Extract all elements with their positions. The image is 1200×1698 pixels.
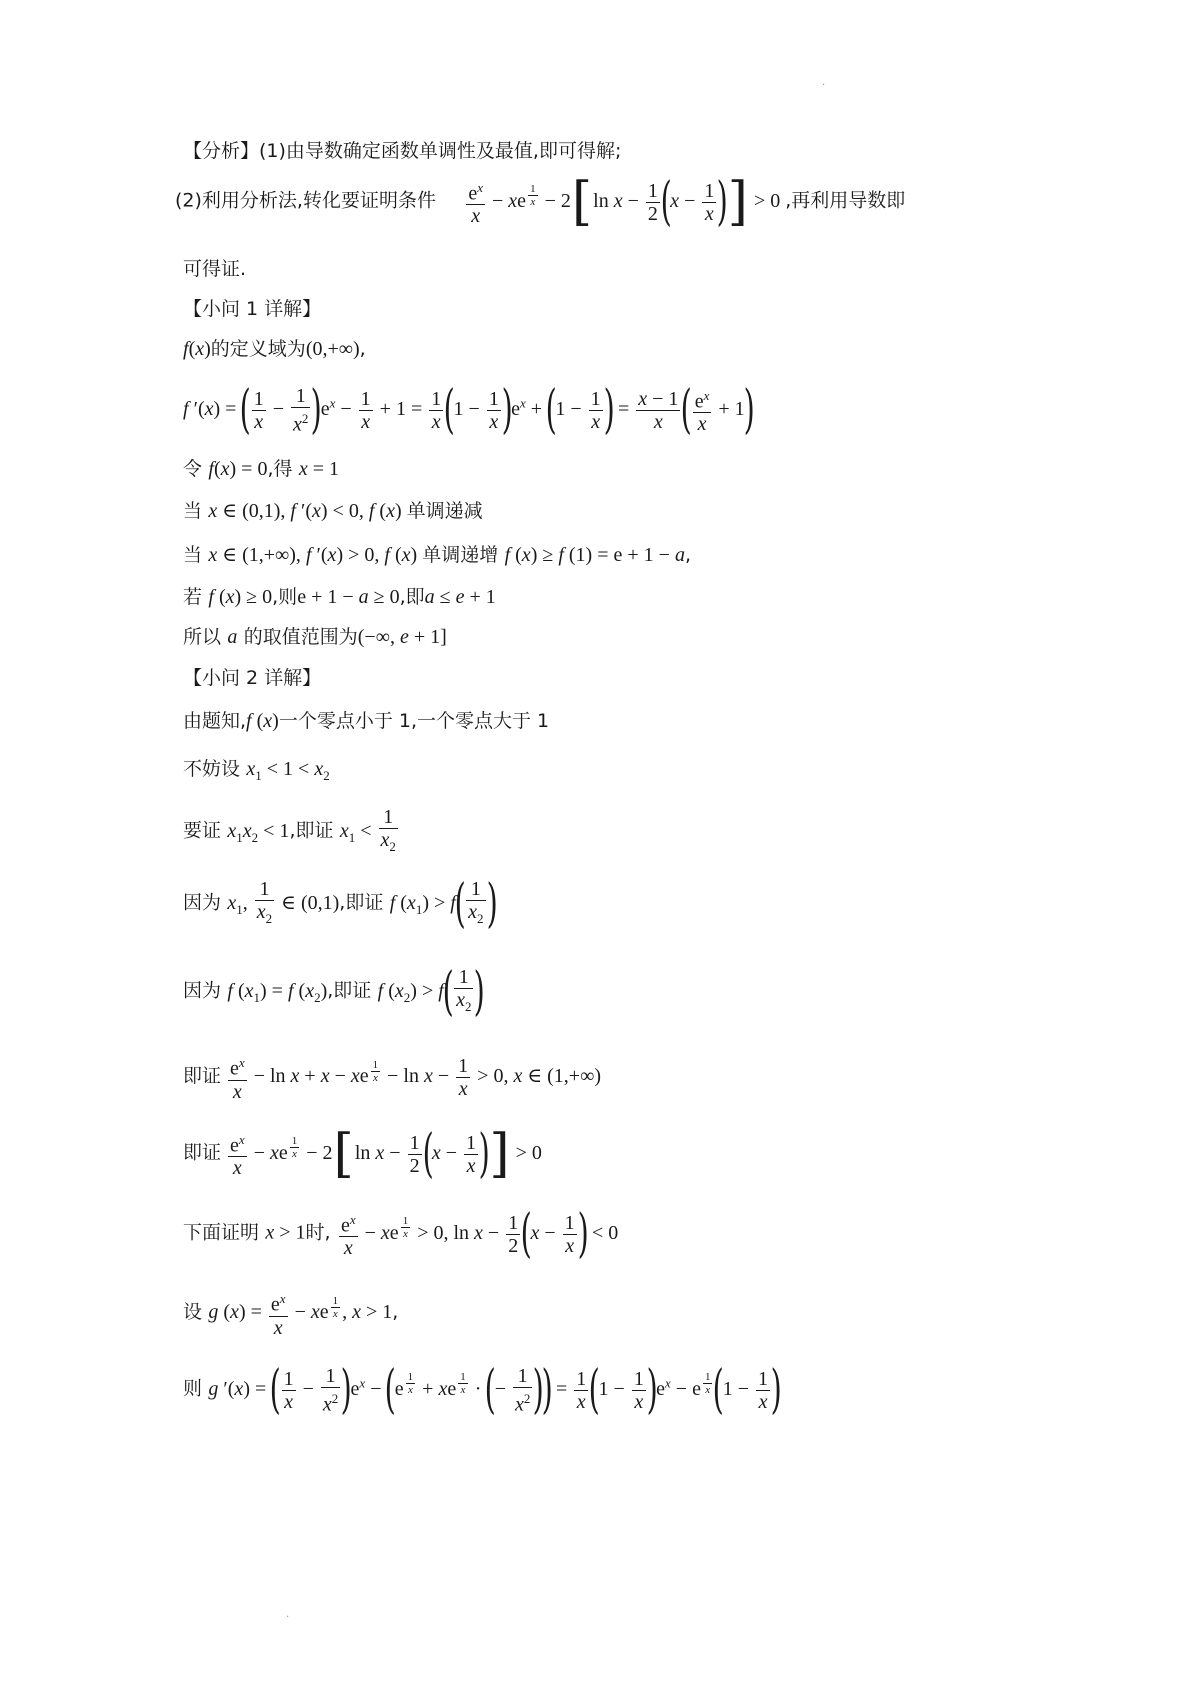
text: 因为 [183, 979, 222, 1002]
because-line-2: 因为 f $(x_1) = f$ $(x_2)$,即证 f $(x_2) > f$( $\frac{1}{x_2}$ ) [183, 962, 486, 1022]
text: 令 [183, 458, 203, 480]
text: 设 [183, 1300, 203, 1323]
assume-line: 不妨设 $x_1 < 1 < x_2$ [183, 758, 330, 783]
analysis-line-1 [183, 136, 621, 165]
analysis-text: 【分析】(1)由导数确定函数单调性及最值,即可得解; [183, 140, 622, 162]
zero-line: 令 f(x) = 0,得 x = 1 [183, 458, 340, 480]
then-line: 则 g ′(x) = ( $\frac{1}{x}$ − $\frac{1}{x^2}$ )$e^x - (e$ $^{\frac{1}{x}}$ + xe $^{\frac{1}{x}}$ · (− $\frac{1}{x^2}$ )) = $\frac{1}{x}$ (1 − $\frac{1}{x}$ )$e^x - e$ $^{\frac{1}{x}}$ (1 − $\frac{1}{x}$ ) [183, 1360, 782, 1420]
analysis-line-2 [175, 172, 906, 232]
heading-text: 【小问 1 详解】 [183, 298, 322, 320]
text: 即证 [183, 1064, 222, 1087]
part1-heading [183, 294, 321, 323]
analysis-text-4: 可得证. [183, 258, 247, 280]
text: 的取值范围为 [243, 626, 358, 648]
text: 不妨设 [183, 758, 241, 780]
let-line: 设 g (x) = $\frac{e^x}{x}$ − xe $^{\frac{1}{x}}$ , x > 1, [183, 1288, 398, 1339]
part2-heading [183, 663, 321, 692]
analysis-line-3 [183, 254, 246, 283]
text: ,即证 [289, 819, 334, 842]
domain-value: (0,+∞) [305, 338, 360, 360]
text: ,即 [399, 586, 425, 608]
derivative-line: f ′(x) = ( $\frac{1}{x}$ − $\frac{1}{x^2}$ )$e^x$ − $\frac{1}{x}$ + 1 = $\frac{1}{x}$ (1 − $\frac{1}{x}$ )$e^x + (1$ − $\frac{1}{x}$ ) = $\frac{x - 1}{x}$ ( $\frac{e^x}{x}$ + 1) [183, 380, 755, 440]
text: 时, [305, 1221, 331, 1244]
text: 所以 [183, 626, 222, 648]
text: 单调递增 [422, 544, 499, 566]
text: 因为 [183, 891, 222, 914]
because-line-1: 因为 $x_1$, $\frac{1}{x_2}$ ∈ (0,1),即证 f $(x_1) > f$( $\frac{1}{x_2}$ ) [183, 874, 498, 934]
text: ,得 [267, 458, 293, 480]
analysis-text-3: ,再利用导数即 [785, 189, 906, 212]
scan-speck: · [822, 80, 826, 91]
prove-line: 要证 $x_1x_2 < 1$,即证 $x_1$ < $\frac{1}{x_2}$ [183, 806, 396, 854]
text: ,即证 [327, 979, 372, 1002]
text: 即证 [183, 1141, 222, 1164]
increasing-line: 当 x ∈ (1,+∞), f ′(x) > 0, f (x) 单调递增 f (x) ≥ f (1) = e + 1 − a, [183, 544, 691, 566]
text: 若 [183, 586, 203, 608]
analysis-text-2: (2)利用分析法,转化要证明条件 [175, 189, 436, 212]
part2-line-1: 由题知,f (x)一个零点小于 1,一个零点大于 1 [183, 710, 550, 732]
text: 单调递减 [406, 500, 483, 522]
text: 则 [183, 1377, 203, 1400]
text: ,则 [272, 586, 298, 608]
analysis-formula: $\frac{e^x}{x}$ − xe $^{\frac{1}{x}}$ − 2[ln x − $\frac{1}{2}$ (x − $\frac{1}{x}$ )] > 0 [468, 172, 786, 232]
below-line: 下面证明 x > 1时, $\frac{e^x}{x}$ − xe $^{\frac{1}{x}}$ > 0, ln x − $\frac{1}{2}$ (x − $\frac{1}{x}$ ) < 0 [183, 1204, 619, 1264]
text: ,即证 [339, 891, 384, 914]
heading-text: 【小问 2 详解】 [183, 667, 322, 689]
ie-line-1: 即证 $\frac{e^x}{x}$ − ln x + x − xe $^{\frac{1}{x}}$ − ln x − $\frac{1}{x}$ > 0, x ∈ (1,+∞) [183, 1052, 601, 1103]
condition-line: 若 f (x) ≥ 0,则e + 1 − a ≥ 0,即a ≤ e + 1 [183, 586, 496, 608]
scan-speck: · [286, 1612, 290, 1623]
text: 当 [183, 500, 203, 522]
domain-line: f(x)的定义域为(0,+∞), [183, 338, 366, 360]
text: 一个零点小于 1,一个零点大于 1 [278, 710, 550, 732]
range-line: 所以 a 的取值范围为(−∞, e + 1] [183, 626, 447, 648]
text: 下面证明 [183, 1221, 260, 1244]
decreasing-line: 当 x ∈ (0,1), f ′(x) < 0, f (x) 单调递减 [183, 500, 483, 522]
domain-text: 的定义域为 [210, 338, 306, 360]
text: 要证 [183, 819, 222, 842]
text: 当 [183, 544, 203, 566]
ie-line-2: 即证 $\frac{e^x}{x}$ − xe $^{\frac{1}{x}}$ − 2[ln x − $\frac{1}{2}$ (x − $\frac{1}{x}$ )] > 0 [183, 1124, 542, 1184]
text: 由题知, [183, 710, 247, 732]
